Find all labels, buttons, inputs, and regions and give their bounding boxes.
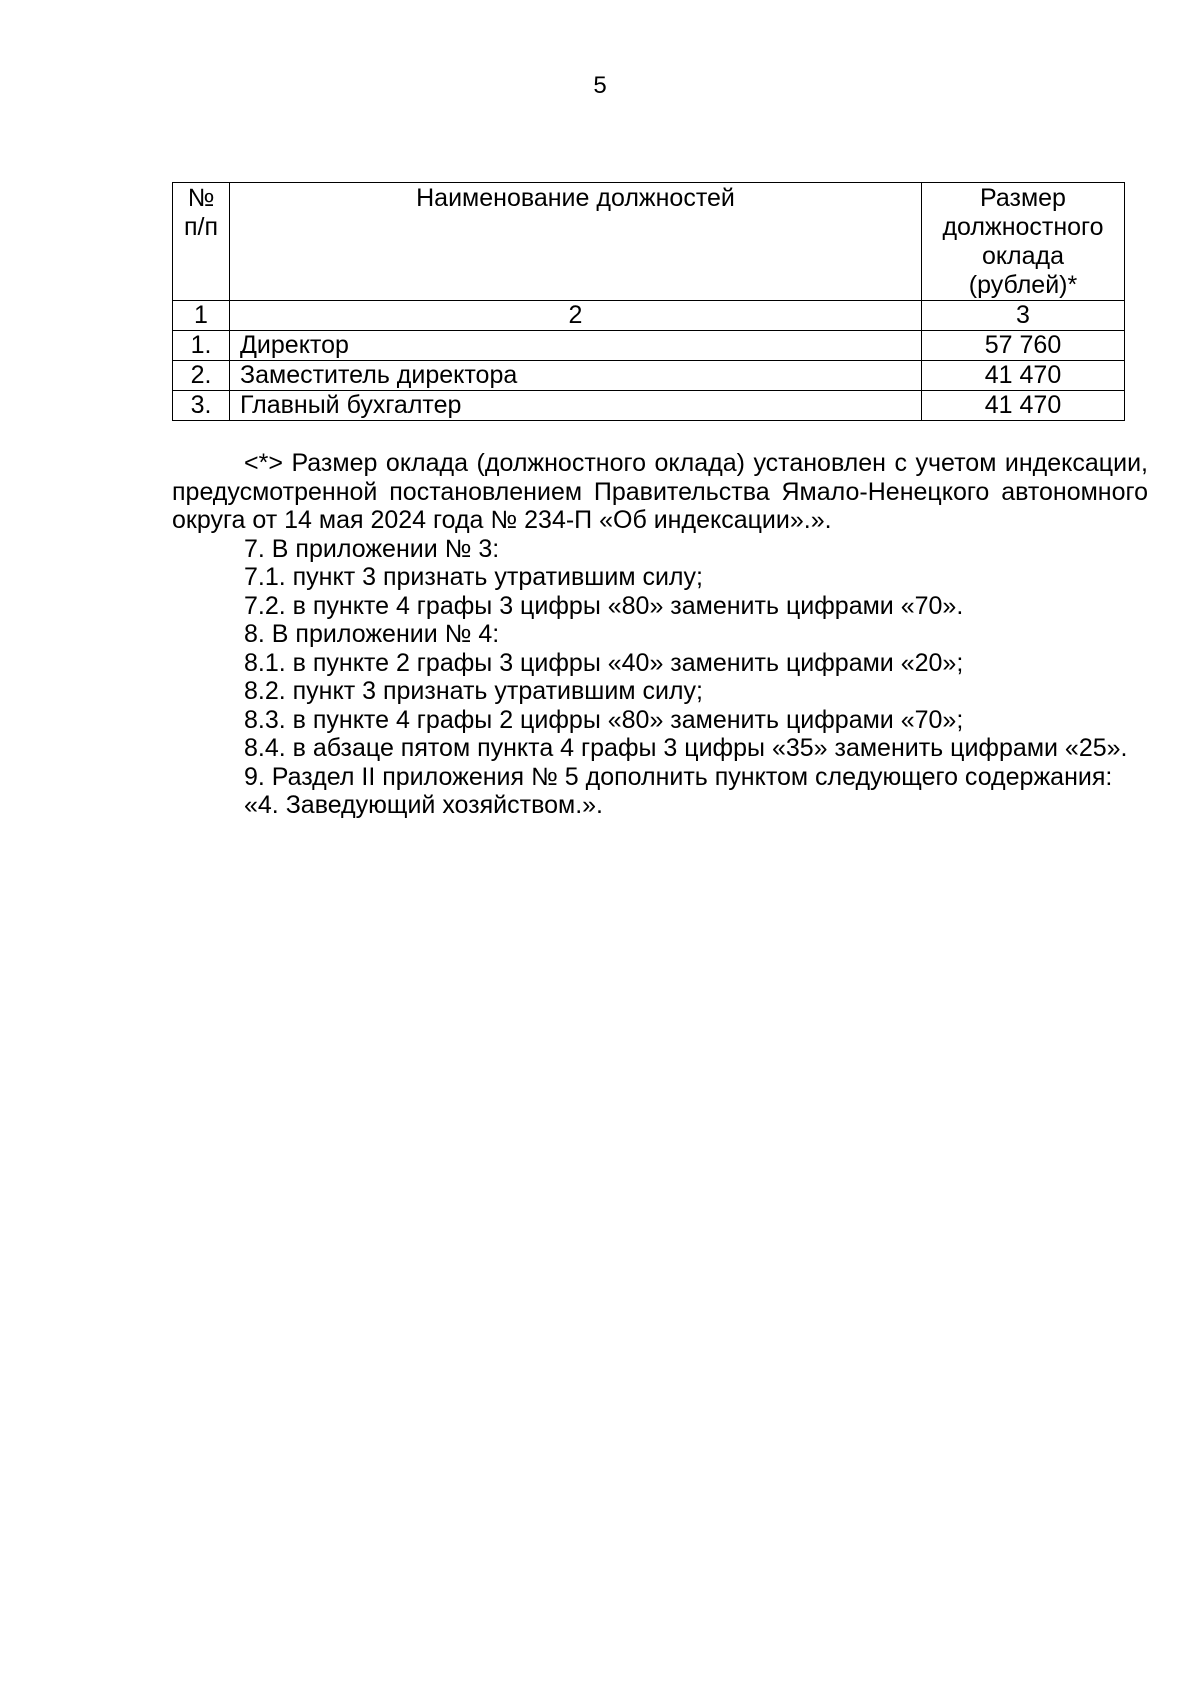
- row-number: 1.: [173, 331, 230, 361]
- header-salary: Размер должностного оклада (рублей)*: [922, 183, 1125, 301]
- header-position-name: Наименование должностей: [230, 183, 922, 301]
- salary-value: 41 470: [922, 361, 1125, 391]
- table-row: [173, 391, 1125, 421]
- paragraph: «4. Заведующий хозяйством.».: [244, 791, 603, 819]
- paragraph: 9. Раздел II приложения № 5 дополнить пунктом следующего содержания:: [244, 762, 1113, 791]
- column-number: 3: [922, 301, 1125, 331]
- paragraph: 8. В приложении № 4:: [244, 620, 500, 648]
- paragraph: 8.4. в абзаце пятом пункта 4 графы 3 цифры «35» заменить цифрами «25».: [244, 734, 1128, 762]
- footnote-paragraph: <*> Размер оклада (должностного оклада) установлен с учетом индексации, предусмотренной постановлением Правительства Ямало-Ненецкого автономного округа от 14 мая 2024 года № 234-П «Об индексации».».: [172, 449, 1148, 534]
- paragraph: 7.2. в пункте 4 графы 3 цифры «80» заменить цифрами «70».: [244, 591, 964, 620]
- row-number: 3.: [173, 391, 230, 421]
- header-number: № п/п: [173, 183, 230, 301]
- row-number: 2.: [173, 361, 230, 391]
- column-number-row: [173, 301, 1125, 331]
- salary-value: 57 760: [922, 331, 1125, 361]
- paragraph: 7.1. пункт 3 признать утратившим силу;: [244, 563, 703, 591]
- position-name: Заместитель директора: [230, 361, 922, 391]
- paragraph: 8.3. в пункте 4 графы 2 цифры «80» заменить цифрами «70»;: [244, 705, 964, 734]
- salary-value: 41 470: [922, 391, 1125, 421]
- page-number: 5: [593, 72, 607, 99]
- table-header-row: [173, 183, 1125, 301]
- positions-salary-table: [172, 182, 1125, 421]
- paragraph: 8.2. пункт 3 признать утратившим силу;: [244, 677, 703, 705]
- table-row: [173, 361, 1125, 391]
- amendments-text: [172, 449, 1148, 820]
- position-name: Главный бухгалтер: [230, 391, 922, 421]
- paragraph: 7. В приложении № 3:: [244, 534, 500, 563]
- table-row: [173, 331, 1125, 361]
- paragraph: 8.1. в пункте 2 графы 3 цифры «40» заменить цифрами «20»;: [244, 648, 964, 677]
- position-name: Директор: [230, 331, 922, 361]
- column-number: 2: [230, 301, 922, 331]
- column-number: 1: [173, 301, 230, 331]
